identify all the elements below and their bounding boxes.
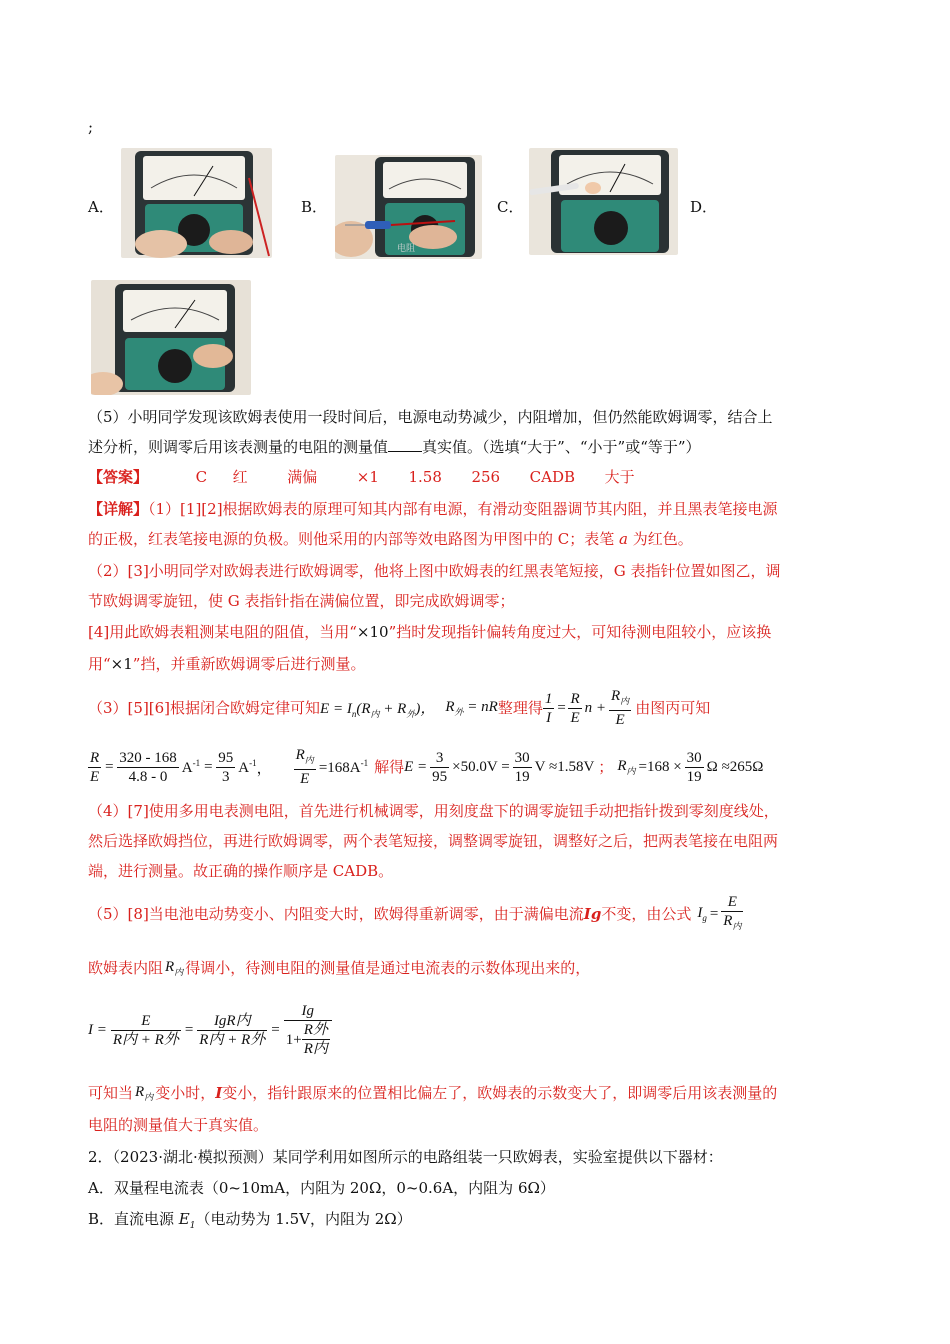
q5-line2: 述分析，则调零后用该表测量的电阻的测量值 真实值。（选填“大于”、“小于”或“等于”）: [88, 438, 701, 456]
answer-item: 红: [232, 468, 248, 486]
photo-a: [121, 148, 272, 258]
option-c-label: C．: [497, 198, 524, 216]
q5-line1: （5）小明同学发现该欧姆表使用一段时间后，电源电动势减少，内阻增加，但仍然能欧姆调零，结合上: [88, 408, 773, 426]
eq-ohm-law: $E = I_n(R_内 + R_外)$，: [320, 700, 436, 719]
detail-label: 【详解】: [88, 500, 149, 518]
detail-p9-line1: 可知当 $R_内$ 变小时， I 变小，指针跟原来的位置相比偏左了，欧姆表的示数变大了，即调零后用该表测量的: [88, 1083, 778, 1102]
top-mark: ;: [88, 118, 94, 136]
answer-row: [88, 466, 635, 488]
detail-p6-line2: 然后选择欧姆挡位，再进行欧姆调零，两个表笔短接，调整调零旋钮，调整好之后，把两表笔接在电阻两: [88, 832, 779, 850]
answer-label: 【答案】: [88, 468, 149, 486]
detail-p3-line1: [4]用此欧姆表粗测某电阻的阻值，当用“×10”挡时发现指针偏转角度过大，可知待测电阻较小，应该换: [88, 623, 772, 641]
answer-blank: [388, 451, 422, 452]
detail-p8: 欧姆表内阻 $R_内$ 得调小，待测电阻的测量值是通过电流表的示数体现出来的，: [88, 958, 591, 977]
photo-b-text: 电阻: [397, 244, 416, 254]
detail-p6-line3: 端，进行测量。故正确的操作顺序是 CADB。: [88, 862, 394, 880]
q2-line1: 2．（2023·湖北·模拟预测）某同学利用如图所示的电路组装一只欧姆表，实验室提供以下器材：: [88, 1148, 723, 1166]
detail-p9-line2: 电阻的测量值大于真实值。: [88, 1116, 269, 1134]
option-b-label: B．: [301, 198, 328, 216]
q2-option-a: A．双量程电流表（0~10mA，内阻为 20Ω，0~0.6A，内阻为 6Ω）: [88, 1179, 555, 1197]
answer-item: 满偏: [287, 468, 318, 486]
eq-r-out: $R_外$ = nR: [445, 698, 498, 717]
photo-d: [91, 280, 251, 395]
answer-item: 大于: [604, 468, 635, 486]
eq-ig: $I_g$ = $\frac{E}{R_内}$: [697, 894, 742, 931]
detail-p2-line2: 节欧姆调零旋钮，使 G 表指针指在满偏位置，即完成欧姆调零；: [88, 592, 515, 610]
detail-p1-line1: 【详解】（1）[1][2]根据欧姆表的原理可知其内部有电源，有滑动变阻器调节其内阻，并且黑表笔接电源: [88, 500, 778, 518]
option-d-label: D．: [690, 198, 718, 216]
photo-c: [529, 148, 678, 255]
eq-current: I = $\frac{E}{\text{R内 + R外}}$ = $\frac{\text{IgR内}}{\text{R内 + R外}}$ = Ig 1+ $\frac{\text{R外}}{\text{R内}}$: [88, 994, 332, 1066]
eq-emf: E = $\frac{3}{95}$ ×50.0V = $\frac{30}{19}$ V ≈1.58V: [404, 749, 595, 785]
photo-b: [335, 155, 482, 259]
answer-item: CADB: [529, 468, 575, 486]
option-a-label: A．: [88, 198, 114, 216]
detail-p2-line1: （2）[3]小明同学对欧姆表进行欧姆调零，他将上图中欧姆表的红黑表笔短接，G 表指针位置如图乙，调: [88, 562, 781, 580]
answer-item: C: [195, 468, 208, 486]
detail-p5: $\frac{R}{E}$ = $\frac{320 - 168}{4.8 - 0}$ $A^{-1}$ = $\frac{95}{3}$ $A^{-1}$ ， $\frac{R_内}{E}$ $=168A^{-1}$ 解得 E = $\frac{3}{95}$ ×50.0V = $\frac{30}{19}$ V ≈1.58V ； $R_内$ =168 × $\frac{30}{19}$ Ω ≈265Ω: [90, 747, 764, 787]
answer-item: 256: [471, 468, 501, 486]
answer-item: ×1: [356, 468, 379, 486]
detail-p4: （3）[5][6]根据闭合欧姆定律可知 $E = I_n(R_内 + R_外)$， $R_外$ = nR 整理得 $\frac{1}{I}$ = $\frac{R}{E}$ n + $\frac{R_内}{E}$ 由图丙可知: [88, 688, 711, 728]
detail-p3-line2: 用“×1”挡，并重新欧姆调零后进行测量。: [88, 655, 366, 673]
detail-p1-line2: 的正极，红表笔接电源的负极。则他采用的内部等效电路图为甲图中的 C；表笔 a 为红色。: [88, 530, 693, 548]
eq-slope: $\frac{R}{E}$ = $\frac{320 - 168}{4.8 - 0}$ $A^{-1}$ = $\frac{95}{3}$ $A^{-1}$ ，: [90, 749, 272, 785]
eq-r-in: $R_内$ =168 × $\frac{30}{19}$ Ω ≈265Ω: [617, 749, 764, 785]
q2-option-b: B．直流电源 $E_1$（电动势为 1.5V，内阻为 2Ω）: [88, 1210, 412, 1231]
answer-item: 1.58: [408, 468, 442, 486]
eq-rearranged: $\frac{1}{I}$ = $\frac{R}{E}$ n + $\frac{R_内}{E}$: [544, 688, 630, 728]
eq-intercept: $\frac{R_内}{E}$ $=168A^{-1}$: [295, 747, 369, 787]
detail-p6-line1: （4）[7]使用多用电表测电阻，首先进行机械调零，用刻度盘下的调零旋钮手动把指针拨到零刻度线处，: [88, 802, 779, 820]
detail-p7: （5）[8]当电池电动势变小、内阻变大时，欧姆得重新调零，由于满偏电流 Ig 不变，由公式 $I_g$ = $\frac{E}{R_内}$: [88, 890, 743, 938]
